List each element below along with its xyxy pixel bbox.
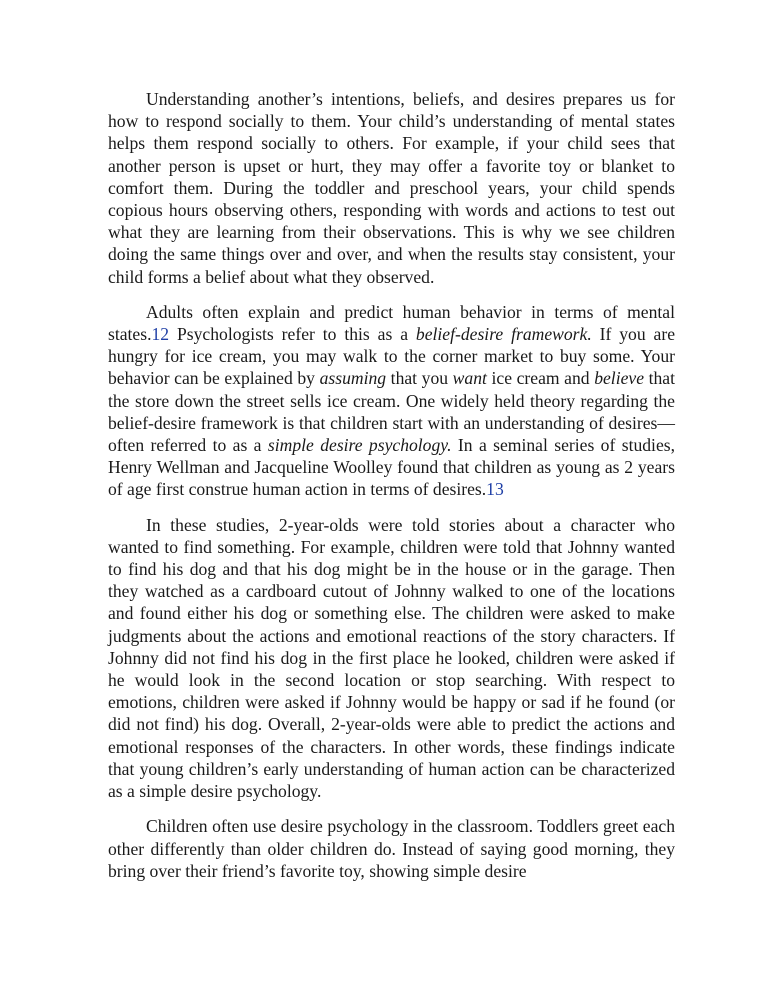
paragraph-2-text-a: Adults often explain and predict human behavior in terms of mental states. bbox=[108, 301, 675, 345]
emphasis-believe: believe bbox=[594, 368, 645, 389]
emphasis-want: want bbox=[452, 368, 487, 389]
paragraph-3 bbox=[108, 514, 675, 803]
paragraph-2-text-g: In a seminal series of studies, Henry Wellman and Jacqueline Woolley found that children as young as 2 years of age first construe human action in terms of desires. bbox=[108, 435, 675, 500]
term-belief-desire-framework: belief-desire framework. bbox=[415, 324, 592, 345]
document-page bbox=[108, 88, 675, 882]
emphasis-assuming: assuming bbox=[319, 368, 387, 389]
footnote-12-link[interactable]: 12 bbox=[151, 324, 170, 345]
term-simple-desire-psychology: simple desire psychology. bbox=[267, 435, 452, 456]
paragraph-2-text-f: that the store down the street sells ice cream. One widely held theory regarding the belief-desire framework is that children start with an understanding of desires—often referred to as a bbox=[108, 368, 676, 456]
paragraph-4-text: Children often use desire psychology in the classroom. Toddlers greet each other differently than older children do. Instead of saying good morning, they bring over their friend’s favorite toy, showing simple desire bbox=[108, 816, 675, 881]
paragraph-4 bbox=[108, 815, 675, 882]
paragraph-2-text-c: If you are hungry for ice cream, you may walk to the corner market to buy some. Your behavior can be explained by bbox=[108, 324, 676, 389]
paragraph-3-text: In these studies, 2-year-olds were told stories about a character who wanted to find something. For example, children were told that Johnny wanted to find his dog and that his dog might be in the house or in the garage. Then they watched as a cardboard cutout of Johnny walked to one of the locations and found either his dog or something else. The children were asked to make judgments about the actions and emotional reactions of the story characters. If Johnny did not find his dog in the first place he looked, children were asked if he would look in the second location or stop searching. With respect to emotions, children were asked if Johnny would be happy or sad if he found (or did not find) his dog. Overall, 2-year-olds were able to predict the actions and emotional responses of the characters. In other words, these findings indicate that young children’s early understanding of human action can be characterized as a simple desire psychology. bbox=[108, 514, 675, 802]
paragraph-2-text-e: ice cream and bbox=[486, 368, 595, 389]
paragraph-2 bbox=[108, 301, 675, 501]
paragraph-1 bbox=[108, 88, 675, 288]
paragraph-2-text-b: Psychologists refer to this as a bbox=[169, 324, 416, 345]
paragraph-1-text: Understanding another’s intentions, beliefs, and desires prepares us for how to respond socially to them. Your child’s understanding of mental states helps them respond socially to others. For example, if your child sees that another person is upset or hurt, they may offer a favorite toy or blanket to comfort them. During the toddler and preschool years, your child spends copious hours observing others, responding with words and actions to test out what they are learning from their observations. This is why we see children doing the same things over and over, and when the results stay consistent, your child forms a belief about what they observed. bbox=[108, 89, 675, 287]
footnote-13-link[interactable]: 13 bbox=[486, 479, 504, 500]
paragraph-2-text-d: that you bbox=[386, 368, 453, 389]
